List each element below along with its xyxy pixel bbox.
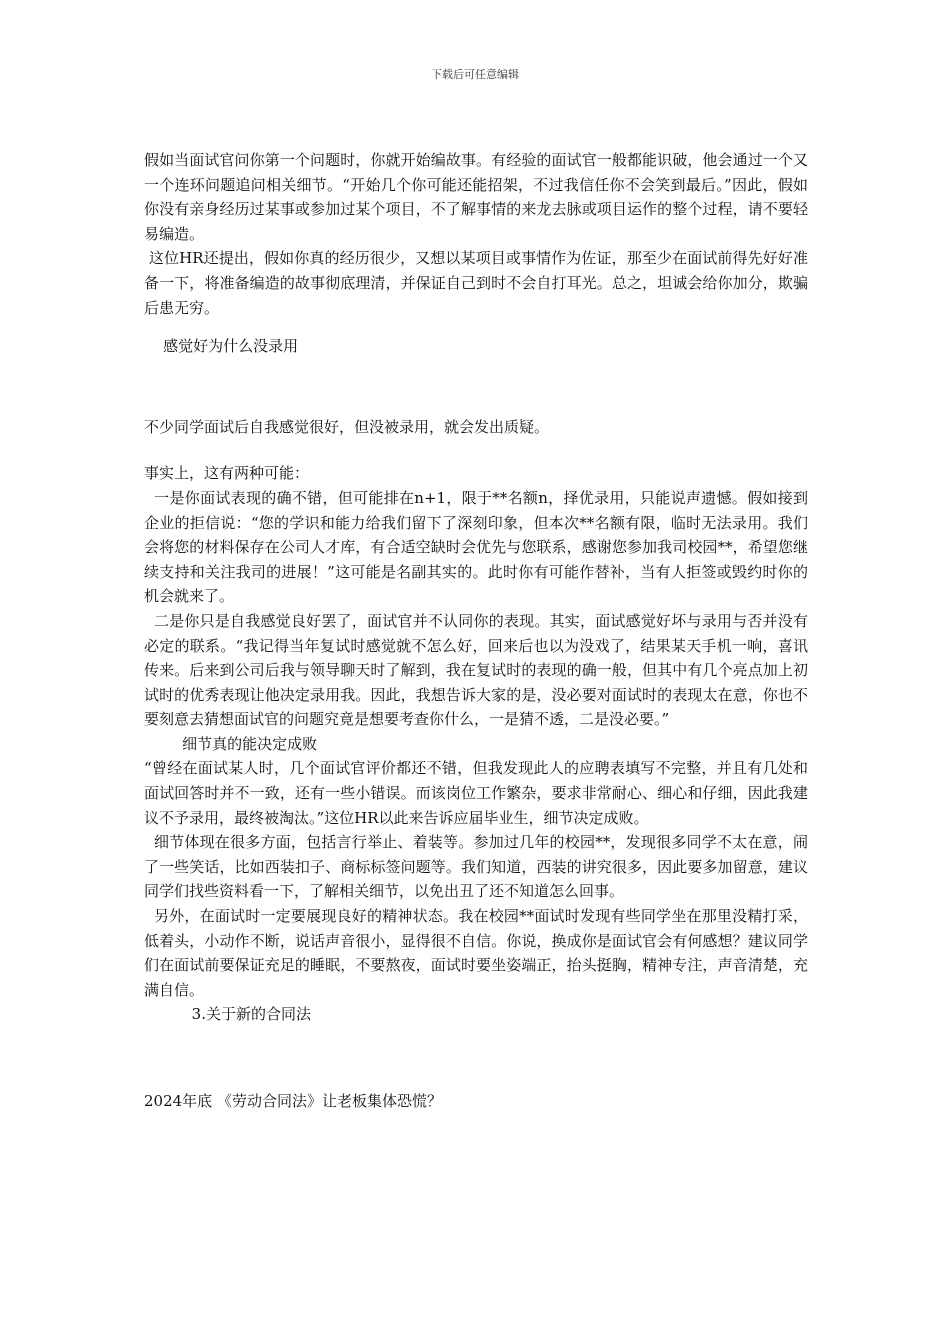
paragraph-details-appearance: 细节体现在很多方面，包括言行举止、着装等。参加过几年的校园**，发现很多同学不太在意，闹了一些笑话，比如西装扣子、商标标签问题等。我们知道，西装的讲究很多，因此要多加留意，建议同学们找些资料看一下，了解相关细节，以免出丑了还不知道怎么回事。 <box>144 833 808 901</box>
paragraph-two-possibilities: 事实上，这有两种可能： <box>144 464 310 483</box>
paragraph-mental-state: 另外，在面试时一定要展现良好的精神状态。我在校园**面试时发现有些同学坐在那里没精打采，低着头，小动作不断，说话声音很小，显得很不自信。你说，换成你是面试官会有何感想？建议同学们在面试前要保证充足的睡眠，不要熬夜，面试时要坐姿端正，抬头挺胸，精神专注，声音清楚，充满自信。 <box>144 907 808 999</box>
section-heading-feel-good: 感觉好为什么没录用 <box>144 337 299 356</box>
document-body <box>144 148 808 1114</box>
paragraph-students-question: 不少同学面试后自我感觉很好，但没被录用，就会发出质疑。 <box>144 417 550 436</box>
paragraph-fabrication: 假如当面试官问你第一个问题时，你就开始编故事。有经验的面试官一般都能识破，他会通过一个又一个连环问题追问相关细节。“开始几个你可能还能招架，不过我信任你不会笑到最后。”因此，假如你没有亲身经历过某事或参加过某个项目，不了解事情的来龙去脉或项目运作的整个过程，请不要轻易编造。 <box>144 151 808 243</box>
paragraph-possibility-one: 一是你面试表现的确不错，但可能排在n+1，限于**名额n，择优录用，只能说声遗憾。假如接到企业的拒信说：“您的学识和能力给我们留下了深刻印象，但本次**名额有限，临时无法录用。我们会将您的材料保存在公司人才库，有合适空缺时会优先与您联系，感谢您参加我司校园**，希望您继续支持和关注我司的进展！”这可能是名副其实的。此时你有可能作替补，当有人拒签或毁约时你的机会就来了。 <box>144 488 809 606</box>
paragraph-labor-contract-law: 2024年底 《劳动合同法》让老板集体恐慌？ <box>144 1092 442 1110</box>
section-heading-details: 细节真的能决定成败 <box>144 734 318 753</box>
paragraph-possibility-two: 二是你只是自我感觉良好罢了，面试官并不认同你的表现。其实，面试感觉好坏与录用与否并没有必定的联系。“我记得当年复试时感觉就不怎么好，回来后也以为没戏了，结果某天手机一响，喜讯传来。后来到公司后我与领导聊天时了解到，我在复试时的表现的确一般，但其中有几个亮点加上初试时的优秀表现让他决定录用我。因此，我想告诉大家的是，没必要对面试时的表现太在意，你也不要刻意去猜想面试官的问题究竟是想要考查你什么，一是猜不透，二是没必要。” <box>144 611 808 729</box>
paragraph-hr-advice: 这位HR还提出，假如你真的经历很少，又想以某项目或事情作为佐证，那至少在面试前得先好好准备一下，将准备编造的故事彻底理清，并保证自己到时不会自打耳光。总之，坦诚会给你加分，欺骗后患无穷。 <box>144 249 808 317</box>
page-header: 下载后可任意编辑 <box>431 68 519 81</box>
section-heading-labor-law: 3.关于新的合同法 <box>144 1005 311 1024</box>
paragraph-details-story: “曾经在面试某人时，几个面试官评价都还不错，但我发现此人的应聘表填写不完整，并且有几处和面试回答时并不一致，还有一些小错误。而该岗位工作繁杂，要求非常耐心、细心和仔细，因此我建议不予录用，最终被淘汰。”这位HR以此来告诉应届毕业生，细节决定成败。 <box>144 759 808 827</box>
